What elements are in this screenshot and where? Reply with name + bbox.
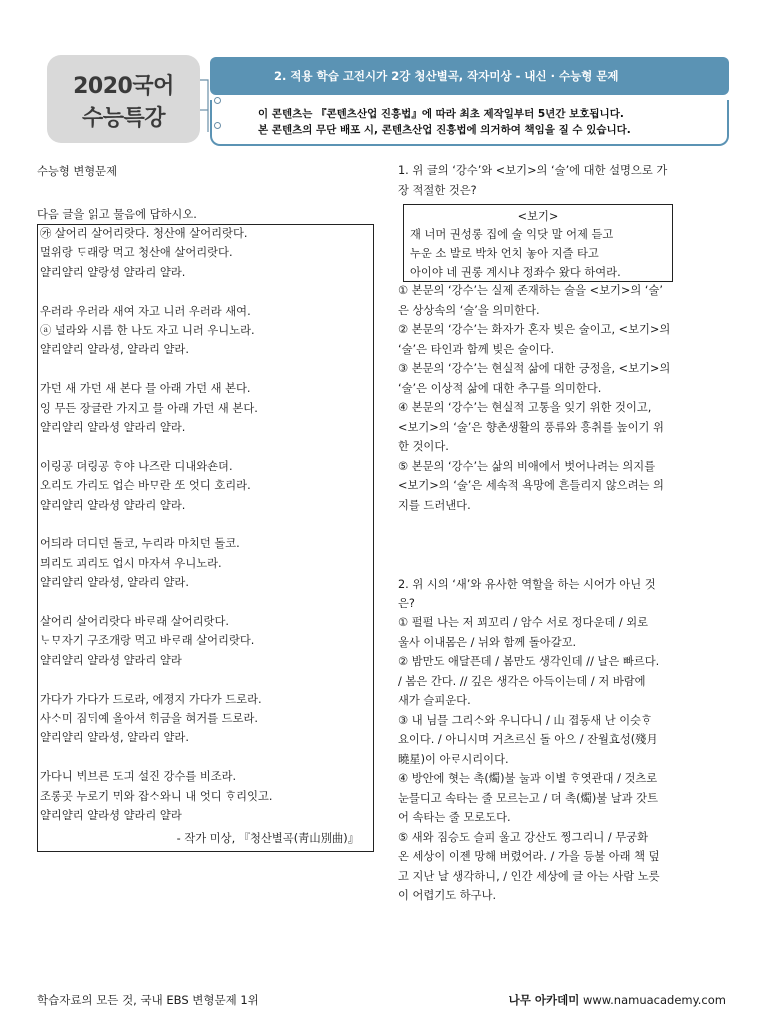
- choice-line: 지를 드러낸다.: [398, 498, 471, 512]
- choice-line: 울사 이내몸은 / 뉘와 함께 돌아갈꼬.: [398, 635, 577, 649]
- poem-line: 얄리얄리 얄라셩 얄라리 얄라: [40, 809, 182, 822]
- section-heading: 수능형 변형문제: [37, 165, 117, 178]
- poem-line: 가다니 ᄇᆡ브른 도긔 설진 강수를 비조라.: [40, 770, 237, 784]
- poem-line: 얄리얄리 얄라셩, 얄라리 얄라.: [40, 731, 189, 745]
- notice-line-1: 이 콘텐츠는 『콘텐츠산업 진흥법』에 따라 최초 제작일부터 5년간 보호됩니다.: [258, 108, 624, 120]
- question-1-stem: 장 적절한 것은?: [398, 184, 477, 197]
- choice-line: ‘술’은 이상적 삶에 대한 추구를 의미한다.: [398, 381, 602, 395]
- poem-line: ㉮ 살어리 살어리랏다. 청산애 살어리랏다.: [40, 227, 248, 240]
- poem-line: 얄리얄리 얄랑셩 얄라리 얄라.: [40, 265, 186, 279]
- bogi-line: 아이야 네 권롱 계시냐 정좌수 왔다 하여라.: [410, 266, 621, 279]
- choice-line: ① 본문의 ‘강수’는 실제 존재하는 술을 <보기>의 ‘술’: [398, 284, 663, 297]
- question-2-stem: 2. 위 시의 ‘새’와 유사한 역할을 하는 시어가 아닌 것: [398, 578, 656, 591]
- poem-line: 얄리얄리 얄라셩 얄라리 얄라.: [40, 498, 186, 512]
- poem-box: [37, 224, 374, 852]
- choice-line: ‘술’은 타인과 함께 빚은 술이다.: [398, 342, 555, 356]
- choice-line: ③ 본문의 ‘강수’는 현실적 삶에 대한 긍정을, <보기>의: [398, 362, 671, 375]
- poem-line: 살어리 살어리랏다 바ᄅᆞ래 살어리랏다.: [40, 615, 229, 628]
- bogi-box: [403, 204, 673, 282]
- poem-line: 가다가 가다가 드로라, 에졍지 가다가 드로라.: [40, 692, 262, 706]
- poem-line: 가던 새 가던 새 본다 믈 아래 가던 새 본다.: [40, 382, 251, 396]
- choice-line: / 봄은 간다. // 깊은 생각은 아득이는데 / 저 바람에: [398, 674, 646, 688]
- instruction-text: 다음 글을 읽고 물음에 답하시오.: [37, 208, 197, 221]
- poem-line: 잉 무든 장글란 가지고 믈 아래 가던 새 본다.: [40, 401, 258, 415]
- poem-line: 어듸라 더디던 돌코, 누리라 마치던 돌코.: [40, 537, 240, 551]
- bogi-line: 재 너머 권성롱 집에 술 익닷 말 어제 듣고: [410, 228, 614, 241]
- choice-line: 요이다. / 아니시며 거츠르신 돌 아으 / 잔월효성(殘月: [398, 733, 658, 746]
- poem-line: 이링공 뎌링공 ᄒᆞ야 나즈란 디내와숀뎌.: [40, 459, 233, 473]
- poem-line: 얄리얄리 얄라셩 얄라리 얄라: [40, 653, 182, 667]
- choice-line: ② 본문의 ‘강수’는 화자가 혼자 빚은 술이고, <보기>의: [398, 323, 671, 336]
- poem-line: 사ᄉᆞ미 짐ᄃᆡ예 올아셔 ᄒᆡ금을 혀거를 드로라.: [40, 712, 258, 725]
- choice-line: 이 어렵기도 하구나.: [398, 889, 497, 902]
- poem-author: - 작가 미상, 『청산별곡(靑山別曲)』: [176, 832, 359, 845]
- choice-line: 曉星)이 아ᄅᆞ시리이다.: [398, 752, 509, 766]
- choice-line: <보기>의 ‘술’은 향촌생활의 풍류와 흥취를 높이기 위: [398, 420, 664, 434]
- poem-line: ⓐ 널라와 시름 한 나도 자고 니러 우니노라.: [40, 324, 255, 337]
- bogi-line: 누운 소 발로 박차 언치 놓아 지즐 타고: [410, 247, 599, 260]
- logo-title-line2: 수능특강: [81, 106, 165, 131]
- poem-line: 멀위랑 ᄃᆞ래랑 먹고 청산애 살어리랏다.: [40, 246, 233, 260]
- poem-line: 조롱곳 누로기 ᄆᆡ와 잡ᄉᆞ와니 내 엇디 ᄒᆞ리잇고.: [40, 789, 273, 803]
- choice-line: 한 것이다.: [398, 440, 449, 453]
- choice-line: ② 밤만도 애달픈데 / 봄만도 생각인데 // 날은 빠르다.: [398, 655, 660, 668]
- choice-line: 고 지난 날 생각하니, / 인간 세상에 글 아는 사람 노릇: [398, 869, 660, 883]
- question-2-stem: 은?: [398, 597, 415, 610]
- poem-line: 오리도 가리도 업슨 바ᄆᆞ란 ᄯᅩ 엇디 호리라.: [40, 479, 251, 493]
- choice-line: 눈믈디고 속타는 줄 모르는고 / 뎌 촉(燭)불 날과 갓트: [398, 791, 658, 805]
- choice-line: ⑤ 새와 짐승도 슬피 울고 강산도 찡그리니 / 무궁화: [398, 830, 649, 844]
- footer-brand-name: 나무 아카데미: [508, 993, 580, 1007]
- choice-line: ③ 내 님믈 그리ᄉᆞ와 우니다니 / 山 졉동새 난 이슷ᄒᆞ: [398, 713, 652, 727]
- choice-line: ④ 본문의 ‘강수’는 현실적 고통을 잊기 위한 것이고,: [398, 401, 652, 414]
- choice-line: 어 속타는 줄 모로도다.: [398, 811, 511, 824]
- footer-slogan: 학습자료의 모든 것, 국내 EBS 변형문제 1위: [37, 993, 259, 1007]
- bogi-title: <보기>: [517, 210, 559, 223]
- choice-line: ⑤ 본문의 ‘강수’는 삶의 비애에서 벗어나려는 의지를: [398, 459, 656, 473]
- choice-line: ① 펄펄 나는 저 꾀꼬리 / 암수 서로 정다운데 / 외로: [398, 616, 649, 629]
- choice-line: 온 세상이 이젠 망해 버렸어라. / 가을 등불 아래 책 덮: [398, 850, 660, 863]
- poem-line: 우러라 우러라 새여 자고 니러 우러라 새여.: [40, 304, 251, 318]
- footer-url[interactable]: www.namuacademy.com: [582, 993, 726, 1007]
- choice-line: ④ 방안에 혓는 촉(燭)불 눌과 이별 ᄒᆞ엿관대 / 것츠로: [398, 772, 658, 785]
- banner-title: 2. 적용 학습 고전시가 2강 청산별곡, 작자미상 - 내신 · 수능형 문제: [274, 69, 619, 83]
- choice-line: 은 상상속의 ‘술’을 의미한다.: [398, 303, 540, 317]
- poem-line: 얄리얄리 얄라셩, 얄라리 얄라.: [40, 576, 189, 590]
- notice-line-2: 본 콘텐츠의 무단 배포 시, 콘텐츠산업 진흥법에 의거하여 책임을 질 수 있습니다.: [258, 124, 631, 136]
- choice-line: 새가 슬피운다.: [398, 694, 471, 707]
- poem-line: 얄리얄리 얄라셩, 얄라리 얄라.: [40, 343, 189, 357]
- footer-brand: [509, 992, 726, 1008]
- question-1-stem: 1. 위 글의 ‘강수’와 <보기>의 ‘술’에 대한 설명으로 가: [398, 164, 668, 177]
- copyright-notice: [210, 100, 729, 146]
- poem-line: 얄리얄리 얄라셩 얄라리 얄라.: [40, 421, 186, 434]
- poem-line: ᄂᆞᄆᆞ자기 구조개랑 먹고 바ᄅᆞ래 살어리랏다.: [40, 634, 255, 648]
- title-banner: [210, 57, 729, 95]
- logo-box: [47, 55, 200, 143]
- poem-line: 믜리도 괴리도 업시 마자셔 우니노라.: [40, 556, 222, 570]
- logo-title-line1: 2020국어: [73, 74, 174, 99]
- choice-line: <보기>의 ‘술’은 세속적 욕망에 흔들리지 않으려는 의: [398, 479, 664, 492]
